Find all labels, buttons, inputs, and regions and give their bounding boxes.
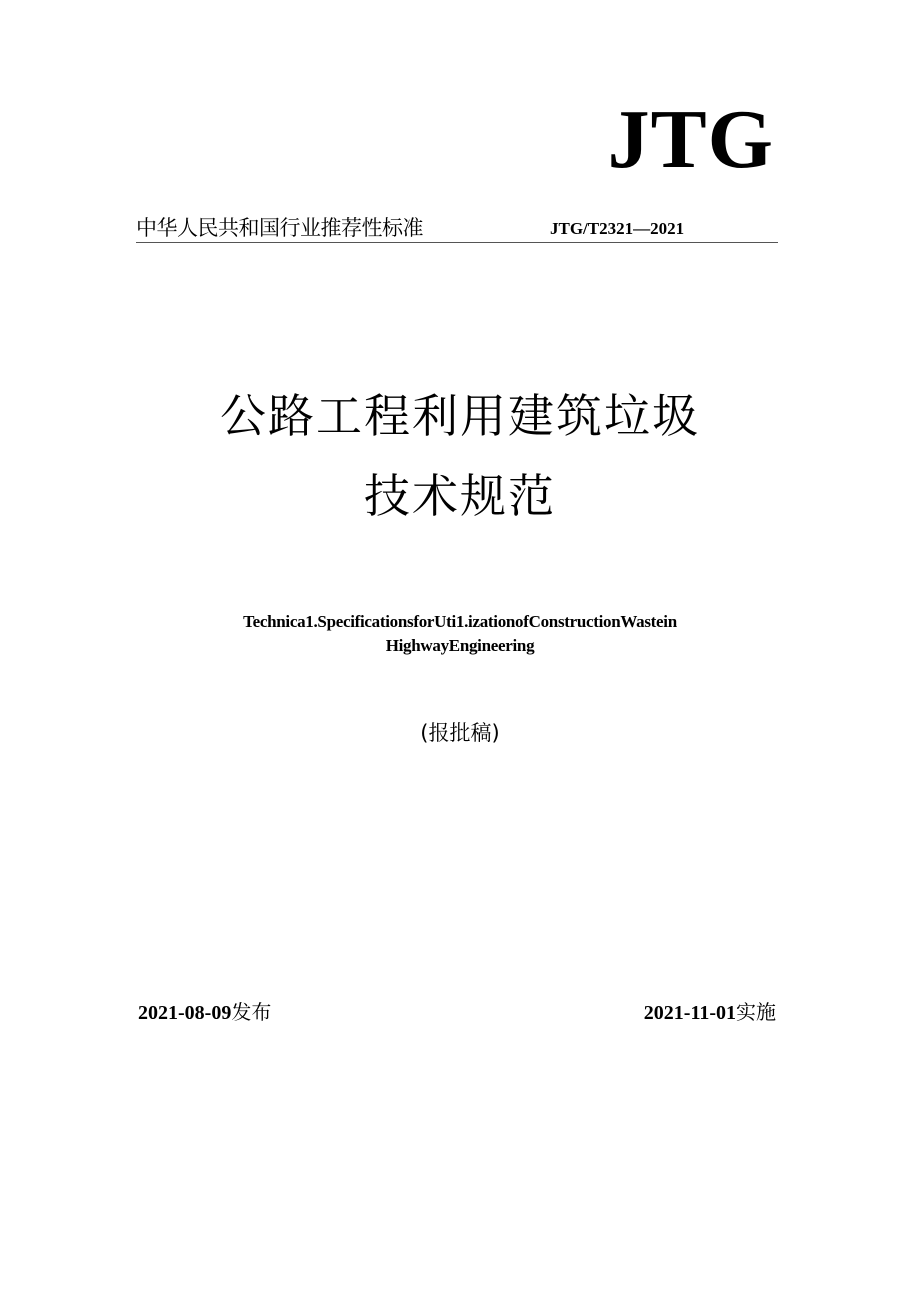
jtg-logo: JTG — [607, 93, 774, 186]
standard-category: 中华人民共和国行业推荐性标准 — [136, 216, 423, 240]
effective-date: 2021-11-01 — [643, 1002, 736, 1024]
effective-date-block — [644, 998, 776, 1027]
english-title-line-1: Technica1.SpecificationsforUti1.izationofConstructionWastein — [243, 612, 677, 631]
draft-label: (报批稿) — [420, 721, 500, 745]
issue-label: 发布 — [231, 1000, 272, 1024]
standard-code: JTG/T2321—2021 — [550, 219, 685, 238]
standard-header — [136, 214, 778, 243]
document-title-line-1: 公路工程利用建筑垃圾 — [220, 389, 700, 443]
effective-label: 实施 — [736, 1000, 776, 1024]
english-title-line-2: HighwayEngineering — [385, 636, 535, 655]
issue-date-block — [138, 998, 271, 1027]
issue-date: 2021-08-09 — [138, 1002, 232, 1024]
document-title-line-2: 技术规范 — [364, 469, 556, 523]
